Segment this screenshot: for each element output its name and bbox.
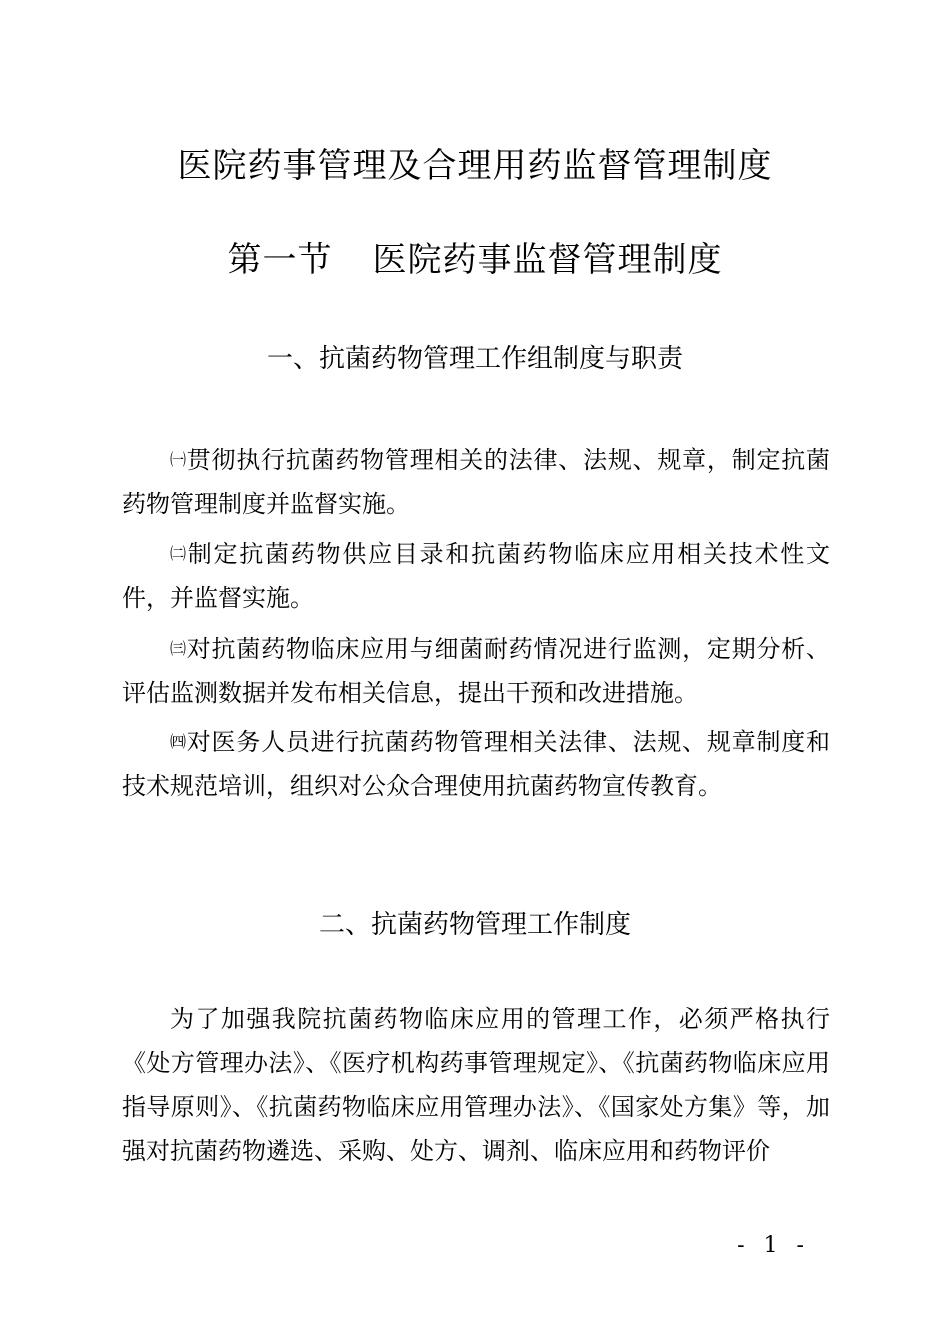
item-mark: ㈠: [170, 450, 187, 469]
list-item: [122, 532, 830, 620]
list-item: [122, 627, 830, 715]
heading-antibacterial-system: 二、抗菌药物管理工作制度: [318, 910, 631, 940]
section-title: [0, 240, 950, 280]
item-mark: ㈣: [170, 732, 187, 751]
item-text: 制定抗菌药物供应目录和抗菌药物临床应用相关技术性文件，并监督实施。: [122, 540, 830, 612]
item-text: 贯彻执行抗菌药物管理相关的法律、法规、规章，制定抗菌药物管理制度并监督实施。: [122, 446, 830, 518]
body-paragraph: 为了加强我院抗菌药物临床应用的管理工作，必须严格执行《处方管理办法》、《医疗机构药事管理规定》、《抗菌药物临床应用指导原则》、《抗菌药物临床应用管理办法》、《国家处方集》等，加强对抗菌药物遴选、采购、处方、调剂、临床应用和药物评价: [122, 1005, 830, 1165]
list-item: [122, 720, 830, 808]
section-number: 第一节: [227, 240, 333, 280]
item-mark: ㈡: [170, 544, 188, 563]
heading-antibacterial-group: 一、抗菌药物管理工作组制度与职责: [266, 344, 683, 374]
item-text: 对医务人员进行抗菌药物管理相关法律、法规、规章制度和技术规范培训，组织对公众合理使用抗菌药物宣传教育。: [122, 728, 830, 800]
document-title: 医院药事管理及合理用药监督管理制度: [177, 146, 773, 186]
page-number: - 1 -: [737, 1233, 810, 1258]
section-name: 医院药事监督管理制度: [372, 240, 723, 280]
list-item: [122, 438, 830, 526]
item-mark: ㈢: [170, 639, 187, 658]
item-text: 对抗菌药物临床应用与细菌耐药情况进行监测，定期分析、评估监测数据并发布相关信息，提出干预和改进措施。: [122, 635, 830, 707]
